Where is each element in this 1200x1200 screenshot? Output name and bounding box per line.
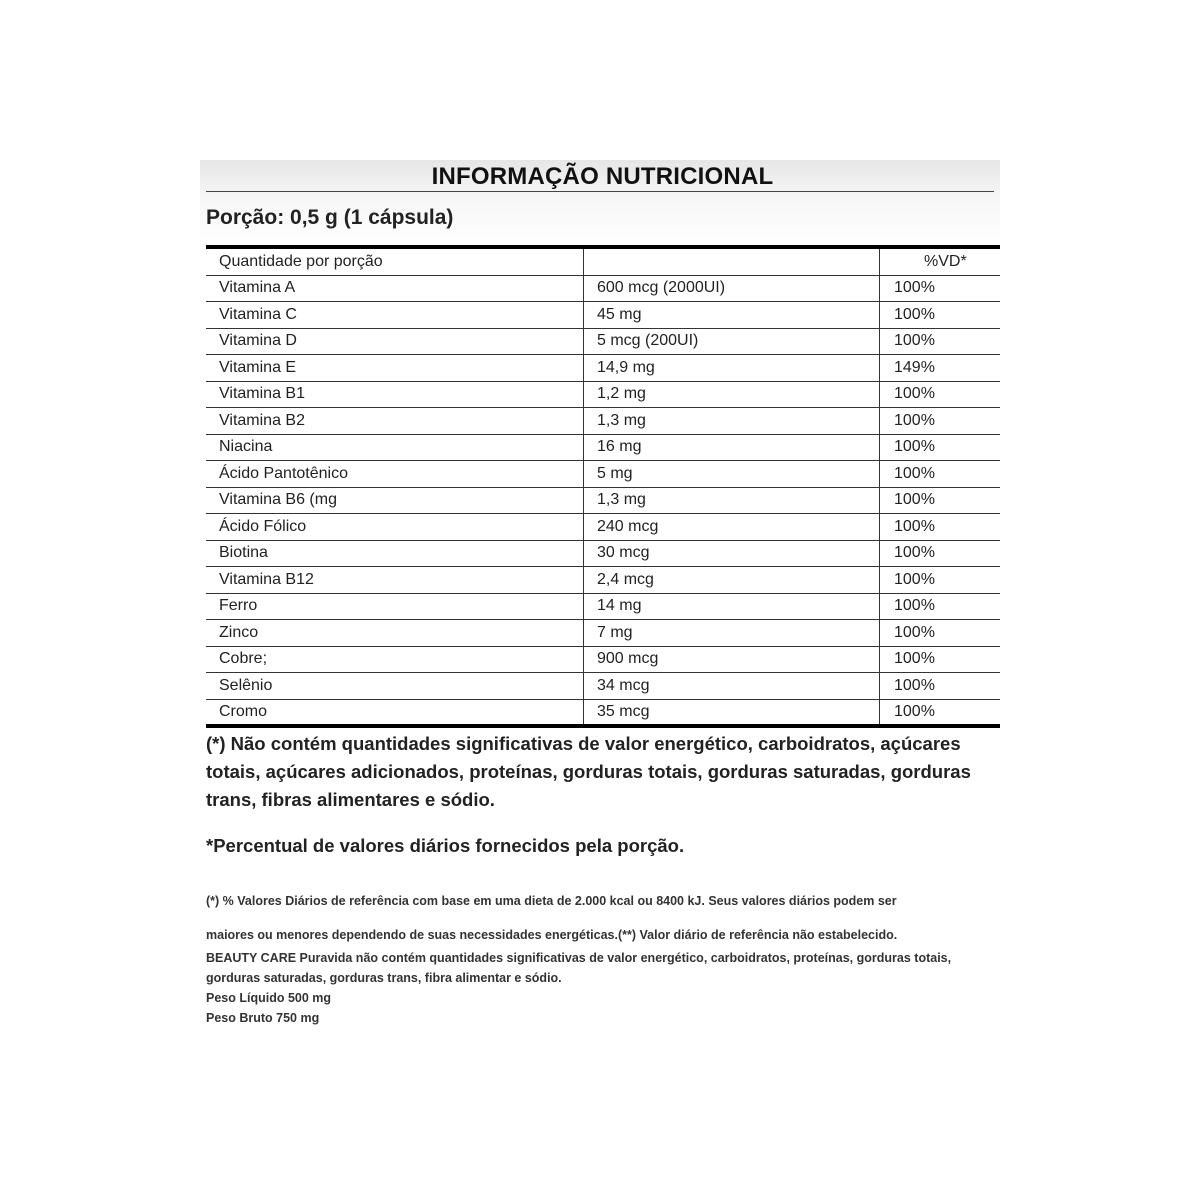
nutrient-name: Ácido Pantotênico — [206, 461, 584, 488]
nutrient-name: Selênio — [206, 673, 584, 700]
table-row — [206, 699, 1000, 725]
table-row — [206, 328, 1000, 355]
nutrient-amount: 14,9 mg — [584, 355, 880, 382]
nutrient-vd: 100% — [880, 328, 1001, 355]
table-row — [206, 275, 1000, 302]
not-significant-note: (*) Não contém quantidades significativas de valor energético, carboidratos, açúcares totais, açúcares adicionados, proteínas, gorduras totais, gorduras saturadas, gorduras trans, fibras alimentares e sódio. — [206, 733, 971, 810]
nutrient-name: Vitamina E — [206, 355, 584, 382]
nutrient-name: Vitamina B1 — [206, 381, 584, 408]
nutrient-name: Ferro — [206, 593, 584, 620]
nutrient-amount: 240 mcg — [584, 514, 880, 541]
table-row — [206, 646, 1000, 673]
table-row — [206, 381, 1000, 408]
nutrient-name: Niacina — [206, 434, 584, 461]
nutrient-vd: 100% — [880, 434, 1001, 461]
nutrient-vd: 100% — [880, 567, 1001, 594]
net-weight: Peso Líquido 500 mg — [206, 991, 332, 1005]
nutrient-amount: 1,2 mg — [584, 381, 880, 408]
header-quantity-label: Quantidade por porção — [206, 249, 584, 275]
table-row — [206, 487, 1000, 514]
nutrient-vd: 100% — [880, 540, 1001, 567]
nutrient-name: Cobre; — [206, 646, 584, 673]
nutrient-vd: 100% — [880, 381, 1001, 408]
nutrient-amount: 600 mcg (2000UI) — [584, 275, 880, 302]
nutrient-amount: 1,3 mg — [584, 487, 880, 514]
table-bottom-rule — [206, 724, 1000, 728]
nutrient-name: Ácido Fólico — [206, 514, 584, 541]
nutrient-amount: 35 mcg — [584, 699, 880, 725]
nutrient-name: Vitamina D — [206, 328, 584, 355]
nutrient-amount: 16 mg — [584, 434, 880, 461]
nutrient-name: Vitamina B2 — [206, 408, 584, 435]
table-row — [206, 593, 1000, 620]
nutrient-name: Vitamina A — [206, 275, 584, 302]
nutrient-vd: 100% — [880, 673, 1001, 700]
title-divider — [206, 191, 994, 192]
percent-note: *Percentual de valores diários fornecidos pela porção. — [206, 835, 685, 856]
nutrient-name: Vitamina B12 — [206, 567, 584, 594]
table-row — [206, 355, 1000, 382]
brand-note: BEAUTY CARE Puravida não contém quantidades significativas de valor energético, carboidratos, proteínas, gorduras totais, gorduras saturadas, gorduras trans, fibra alimentar e sódio. — [206, 951, 952, 985]
nutrient-vd: 100% — [880, 699, 1001, 725]
nutrient-amount: 45 mg — [584, 302, 880, 329]
nutrient-vd: 149% — [880, 355, 1001, 382]
nutrient-name: Biotina — [206, 540, 584, 567]
nutrient-name: Vitamina B6 (mg — [206, 487, 584, 514]
nutrient-name: Zinco — [206, 620, 584, 647]
table-row — [206, 673, 1000, 700]
reference-note-line2: maiores ou menores dependendo de suas necessidades energéticas.(**) Valor diário de referência não estabelecido. — [206, 928, 898, 942]
nutrient-name: Cromo — [219, 703, 268, 721]
table-header-row — [206, 249, 1000, 275]
table-row — [206, 302, 1000, 329]
nutrient-name: Vitamina C — [206, 302, 584, 329]
table-row — [206, 567, 1000, 594]
nutrient-vd: 100% — [880, 620, 1001, 647]
nutrient-vd: 100% — [880, 514, 1001, 541]
portion-size: Porção: 0,5 g (1 cápsula) — [206, 206, 454, 229]
nutrient-amount: 7 mg — [584, 620, 880, 647]
nutrient-amount: 2,4 mcg — [584, 567, 880, 594]
nutrient-vd: 100% — [880, 408, 1001, 435]
reference-note-line1: (*) % Valores Diários de referência com base em uma dieta de 2.000 kcal ou 8400 kJ. Seus valores diários podem ser — [206, 894, 897, 908]
table-row — [206, 540, 1000, 567]
nutrient-amount: 14 mg — [584, 593, 880, 620]
nutrient-vd: 100% — [880, 487, 1001, 514]
nutrient-amount: 1,3 mg — [584, 408, 880, 435]
table-row — [206, 434, 1000, 461]
nutrient-amount: 30 mcg — [584, 540, 880, 567]
nutrient-amount: 900 mcg — [584, 646, 880, 673]
table-row — [206, 408, 1000, 435]
nutrient-vd: 100% — [880, 302, 1001, 329]
nutrient-vd: 100% — [880, 593, 1001, 620]
nutrient-vd: 100% — [880, 275, 1001, 302]
nutrition-table-body — [206, 249, 1000, 725]
nutrient-amount: 5 mg — [584, 461, 880, 488]
nutrient-amount: 34 mcg — [584, 673, 880, 700]
nutrition-table — [206, 249, 1000, 725]
table-row — [206, 514, 1000, 541]
nutrient-amount: 5 mcg (200UI) — [584, 328, 880, 355]
nutrient-vd: 100% — [880, 461, 1001, 488]
nutrient-vd: 100% — [880, 646, 1001, 673]
header-amount — [584, 249, 880, 275]
page-title: INFORMAÇÃO NUTRICIONAL — [431, 163, 774, 190]
gross-weight: Peso Bruto 750 mg — [206, 1011, 320, 1025]
header-vd: %VD* — [880, 249, 1001, 275]
table-row — [206, 620, 1000, 647]
table-row — [206, 461, 1000, 488]
